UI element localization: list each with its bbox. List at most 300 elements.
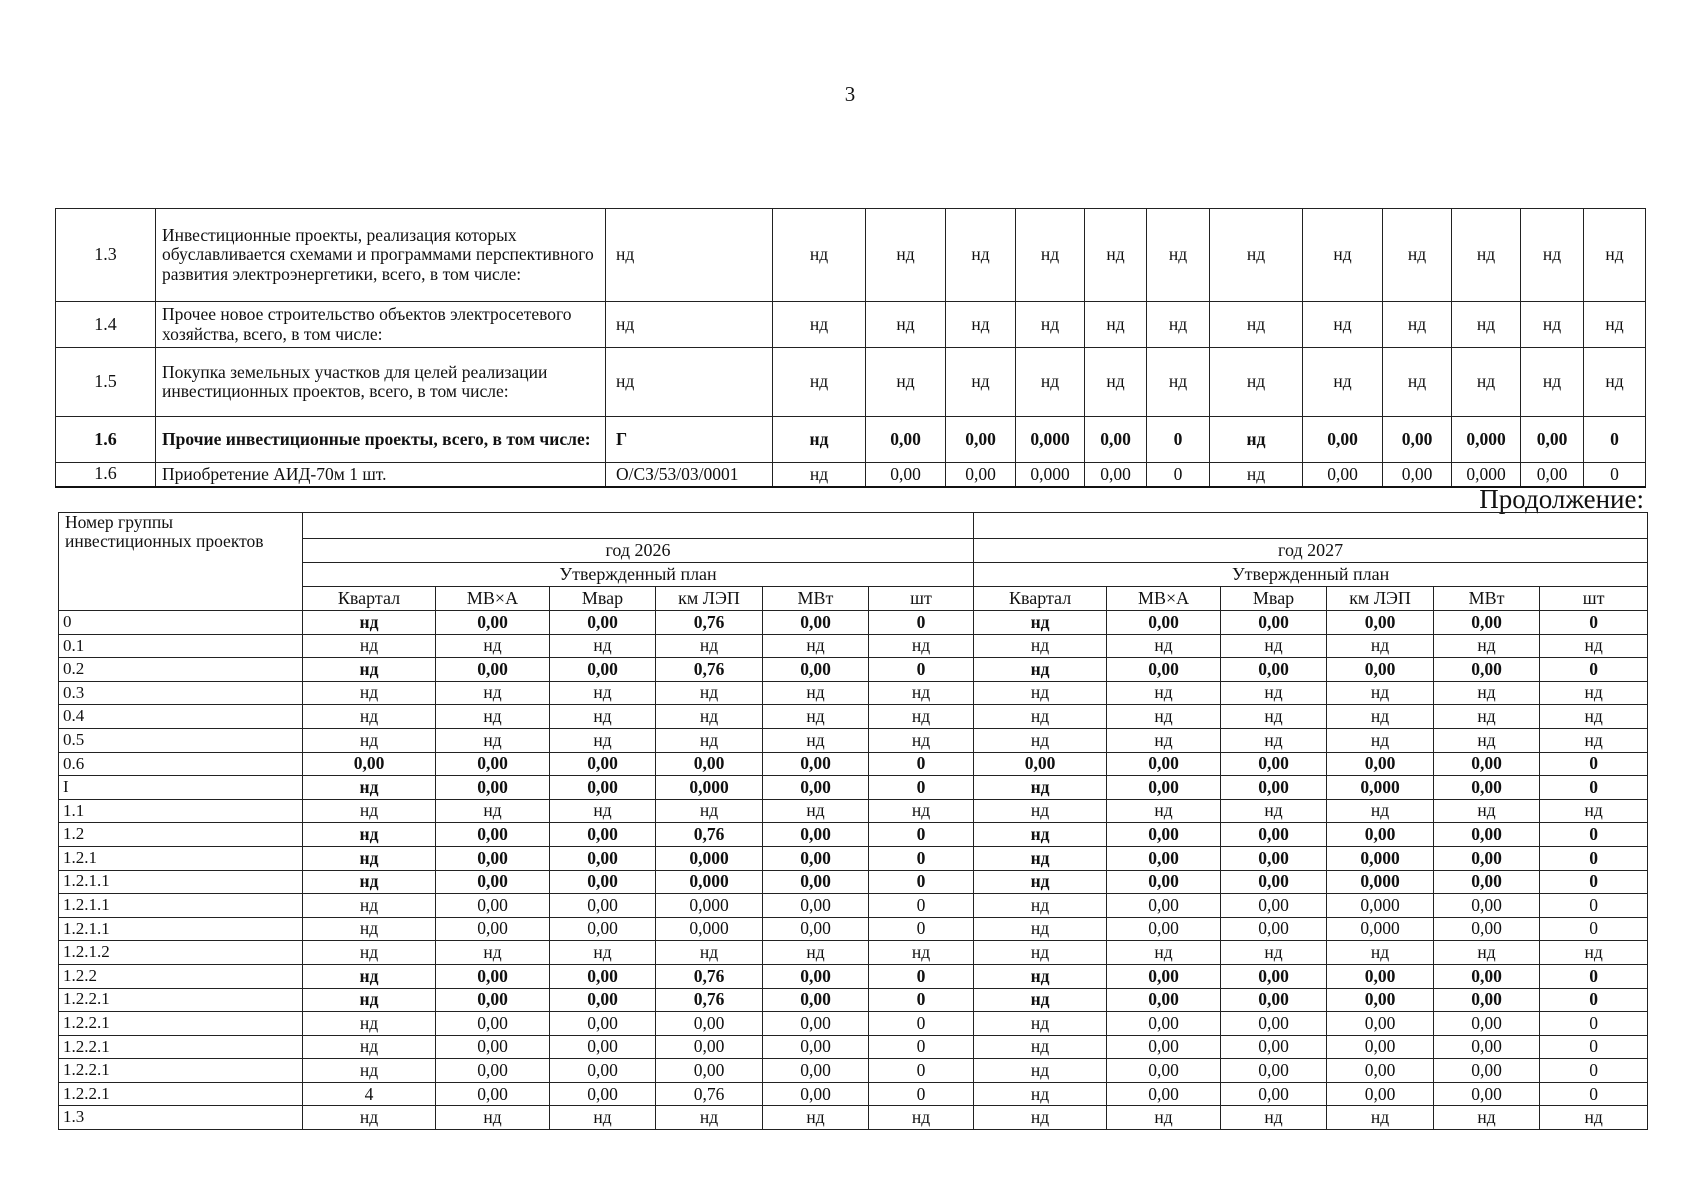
value-cell: нд bbox=[974, 823, 1107, 847]
value-cell: 0 bbox=[869, 1059, 974, 1083]
value-cell: 0,00 bbox=[763, 917, 869, 941]
value-cell: 0,00 bbox=[1303, 463, 1383, 487]
value-cell: 0,000 bbox=[1327, 870, 1434, 894]
value-cell: нд bbox=[773, 209, 866, 302]
value-cell: 0,00 bbox=[1434, 870, 1540, 894]
value-cell: 0,76 bbox=[656, 1082, 763, 1106]
group-number: 1.3 bbox=[59, 1106, 303, 1130]
value-cell: 0,00 bbox=[866, 463, 946, 487]
group-number: 1.2.1.1 bbox=[59, 894, 303, 918]
value-cell: нд bbox=[1327, 799, 1434, 823]
value-cell: 0,00 bbox=[550, 964, 656, 988]
value-cell: 0,00 bbox=[436, 870, 550, 894]
value-cell: нд bbox=[763, 799, 869, 823]
project-groups-body bbox=[59, 611, 1648, 1130]
value-cell: 0,00 bbox=[550, 1035, 656, 1059]
group-number: 1.2.1.1 bbox=[59, 917, 303, 941]
value-cell: нд bbox=[869, 728, 974, 752]
value-cell: нд bbox=[763, 634, 869, 658]
group-number: 0.6 bbox=[59, 752, 303, 776]
value-cell: 0,00 bbox=[763, 894, 869, 918]
value-cell: нд bbox=[1434, 728, 1540, 752]
value-cell: 0,00 bbox=[1327, 752, 1434, 776]
value-cell: нд bbox=[656, 681, 763, 705]
value-cell: 0,00 bbox=[763, 1082, 869, 1106]
value-cell: нд bbox=[303, 941, 436, 965]
value-cell: нд bbox=[763, 941, 869, 965]
value-cell: 0,00 bbox=[1434, 1035, 1540, 1059]
value-cell: 0,00 bbox=[550, 894, 656, 918]
value-cell: нд bbox=[1210, 463, 1303, 487]
value-cell: 0,00 bbox=[1221, 870, 1327, 894]
row-number: 1.6 bbox=[56, 463, 156, 487]
group-number: 1.2 bbox=[59, 823, 303, 847]
value-cell: 0 bbox=[1584, 463, 1646, 487]
value-cell: 0 bbox=[1540, 658, 1648, 682]
value-cell: 0,000 bbox=[1016, 463, 1085, 487]
value-cell: нд bbox=[436, 681, 550, 705]
value-cell: нд bbox=[1016, 302, 1085, 348]
project-row bbox=[56, 417, 1646, 463]
value-cell: 0,00 bbox=[1327, 1082, 1434, 1106]
group-row bbox=[59, 1059, 1648, 1083]
column-header-pcs: шт bbox=[1540, 587, 1648, 611]
value-cell: 0,00 bbox=[866, 417, 946, 463]
value-cell: 0 bbox=[1147, 463, 1210, 487]
value-cell: 0,00 bbox=[1221, 611, 1327, 635]
value-cell: 0,00 bbox=[303, 752, 436, 776]
value-cell: 0,00 bbox=[550, 1059, 656, 1083]
value-cell: нд bbox=[1107, 634, 1221, 658]
value-cell: нд bbox=[1434, 681, 1540, 705]
continuation-label: Продолжение: bbox=[1479, 484, 1644, 514]
year-2026-header: год 2026 bbox=[303, 539, 974, 563]
value-cell: 0 bbox=[869, 823, 974, 847]
value-cell: нд bbox=[303, 894, 436, 918]
group-number: 1.1 bbox=[59, 799, 303, 823]
group-row bbox=[59, 634, 1648, 658]
value-cell: нд bbox=[550, 1106, 656, 1130]
value-cell: 0,00 bbox=[1221, 988, 1327, 1012]
value-cell: нд bbox=[869, 799, 974, 823]
value-cell: нд bbox=[1540, 799, 1648, 823]
column-header-quarter: Квартал bbox=[974, 587, 1107, 611]
value-cell: 0,00 bbox=[1434, 611, 1540, 635]
value-cell: нд bbox=[1327, 681, 1434, 705]
value-cell: нд bbox=[1521, 302, 1584, 348]
value-cell: 0,00 bbox=[1434, 658, 1540, 682]
value-cell: нд bbox=[303, 917, 436, 941]
value-cell: нд bbox=[436, 728, 550, 752]
column-header-mva: МВ×А bbox=[436, 587, 550, 611]
value-cell: нд bbox=[1107, 705, 1221, 729]
value-cell: нд bbox=[974, 964, 1107, 988]
group-number: 1.2.1 bbox=[59, 846, 303, 870]
value-cell: нд bbox=[436, 799, 550, 823]
value-cell: нд bbox=[1221, 634, 1327, 658]
value-cell: нд bbox=[1434, 1106, 1540, 1130]
value-cell: нд bbox=[1327, 634, 1434, 658]
value-cell: нд bbox=[550, 799, 656, 823]
value-cell: 0 bbox=[1540, 611, 1648, 635]
group-row bbox=[59, 870, 1648, 894]
value-cell: 0,00 bbox=[946, 463, 1016, 487]
project-name: Покупка земельных участков для целей реализации инвестиционных проектов, всего, в том числе: bbox=[156, 348, 606, 417]
value-cell: 0,76 bbox=[656, 658, 763, 682]
value-cell: 0,00 bbox=[1107, 894, 1221, 918]
value-cell: нд bbox=[1221, 1106, 1327, 1130]
value-cell: нд bbox=[1434, 634, 1540, 658]
value-cell: 0 bbox=[1540, 752, 1648, 776]
value-cell: 0 bbox=[869, 988, 974, 1012]
group-number: 1.2.1.2 bbox=[59, 941, 303, 965]
value-cell: 0,00 bbox=[763, 658, 869, 682]
column-header-mw: МВт bbox=[1434, 587, 1540, 611]
value-cell: нд bbox=[974, 705, 1107, 729]
value-cell: 0,00 bbox=[550, 658, 656, 682]
value-cell: 0,00 bbox=[550, 776, 656, 800]
value-cell: 0,00 bbox=[1221, 1059, 1327, 1083]
value-cell: нд bbox=[656, 728, 763, 752]
value-cell: нд bbox=[1383, 209, 1452, 302]
value-cell: нд bbox=[1584, 209, 1646, 302]
value-cell: 0,00 bbox=[656, 1059, 763, 1083]
value-cell: нд bbox=[974, 1012, 1107, 1036]
value-cell: 0,00 bbox=[1434, 823, 1540, 847]
value-cell: 0,00 bbox=[946, 417, 1016, 463]
group-number: 0.1 bbox=[59, 634, 303, 658]
value-cell: 0 bbox=[869, 1012, 974, 1036]
value-cell: нд bbox=[773, 463, 866, 487]
value-cell: нд bbox=[974, 799, 1107, 823]
value-cell: нд bbox=[303, 728, 436, 752]
value-cell: 0 bbox=[869, 917, 974, 941]
value-cell: 0,00 bbox=[1221, 1012, 1327, 1036]
value-cell: нд bbox=[1383, 302, 1452, 348]
value-cell: нд bbox=[869, 705, 974, 729]
value-cell: 0,00 bbox=[1221, 658, 1327, 682]
value-cell: 0,76 bbox=[656, 823, 763, 847]
value-cell: нд bbox=[550, 634, 656, 658]
group-row bbox=[59, 681, 1648, 705]
group-number: 1.2.2.1 bbox=[59, 1035, 303, 1059]
value-cell: нд bbox=[1521, 348, 1584, 417]
value-cell: нд bbox=[974, 1035, 1107, 1059]
value-cell: 0,00 bbox=[1107, 988, 1221, 1012]
value-cell: нд bbox=[303, 776, 436, 800]
value-cell: 0,000 bbox=[1327, 776, 1434, 800]
value-cell: нд bbox=[1221, 705, 1327, 729]
value-cell: нд bbox=[946, 209, 1016, 302]
value-cell: 0,00 bbox=[436, 894, 550, 918]
value-cell: 0,00 bbox=[550, 1082, 656, 1106]
project-code: О/СЗ/53/03/0001 bbox=[606, 463, 773, 487]
value-cell: 0,00 bbox=[1434, 894, 1540, 918]
value-cell: 0,00 bbox=[1327, 658, 1434, 682]
value-cell: нд bbox=[974, 1082, 1107, 1106]
value-cell: нд bbox=[763, 681, 869, 705]
value-cell: нд bbox=[550, 705, 656, 729]
value-cell: 0,00 bbox=[436, 1059, 550, 1083]
value-cell: нд bbox=[303, 705, 436, 729]
value-cell: нд bbox=[656, 1106, 763, 1130]
value-cell: 0,00 bbox=[656, 1012, 763, 1036]
value-cell: нд bbox=[974, 728, 1107, 752]
value-cell: нд bbox=[303, 823, 436, 847]
group-number: 0.5 bbox=[59, 728, 303, 752]
value-cell: нд bbox=[773, 302, 866, 348]
value-cell: 0,00 bbox=[1107, 964, 1221, 988]
value-cell: нд bbox=[1210, 348, 1303, 417]
value-cell: 0 bbox=[869, 776, 974, 800]
row-number: 1.5 bbox=[56, 348, 156, 417]
value-cell: нд bbox=[436, 1106, 550, 1130]
value-cell: 0 bbox=[1540, 1012, 1648, 1036]
group-number: 0.4 bbox=[59, 705, 303, 729]
value-cell: 0,00 bbox=[763, 823, 869, 847]
group-row bbox=[59, 1106, 1648, 1130]
value-cell: 0,00 bbox=[436, 988, 550, 1012]
value-cell: 0,000 bbox=[656, 870, 763, 894]
value-cell: нд bbox=[869, 681, 974, 705]
value-cell: 0,00 bbox=[1085, 417, 1147, 463]
value-cell: 0 bbox=[1584, 417, 1646, 463]
value-cell: 0,00 bbox=[1383, 417, 1452, 463]
value-cell: 0,00 bbox=[1521, 417, 1584, 463]
value-cell: 0 bbox=[1540, 917, 1648, 941]
project-name: Прочие инвестиционные проекты, всего, в том числе: bbox=[156, 417, 606, 463]
value-cell: 0 bbox=[869, 611, 974, 635]
project-row bbox=[56, 463, 1646, 487]
value-cell: 0,00 bbox=[1107, 846, 1221, 870]
year-2027-header: год 2027 bbox=[974, 539, 1648, 563]
value-cell: нд bbox=[550, 681, 656, 705]
value-cell: нд bbox=[1540, 1106, 1648, 1130]
value-cell: 0,00 bbox=[763, 752, 869, 776]
value-cell: нд bbox=[1210, 417, 1303, 463]
page-number: 3 bbox=[844, 82, 856, 106]
project-name: Приобретение АИД-70м 1 шт. bbox=[156, 463, 606, 487]
value-cell: нд bbox=[436, 705, 550, 729]
value-cell: 0,00 bbox=[1434, 1082, 1540, 1106]
value-cell: 0,00 bbox=[1327, 1012, 1434, 1036]
value-cell: нд bbox=[869, 941, 974, 965]
value-cell: 0,00 bbox=[974, 752, 1107, 776]
value-cell: 0 bbox=[1540, 894, 1648, 918]
value-cell: 0,00 bbox=[1107, 1012, 1221, 1036]
value-cell: 0 bbox=[1540, 1059, 1648, 1083]
value-cell: нд bbox=[303, 799, 436, 823]
value-cell: нд bbox=[1540, 941, 1648, 965]
project-code: Г bbox=[606, 417, 773, 463]
group-row bbox=[59, 752, 1648, 776]
value-cell: 0,00 bbox=[550, 1012, 656, 1036]
value-cell: нд bbox=[974, 846, 1107, 870]
column-header-mw: МВт bbox=[763, 587, 869, 611]
value-cell: нд bbox=[866, 209, 946, 302]
value-cell: 0,00 bbox=[1107, 752, 1221, 776]
value-cell: 0 bbox=[869, 658, 974, 682]
value-cell: нд bbox=[869, 1106, 974, 1130]
value-cell: 0,00 bbox=[1221, 1035, 1327, 1059]
value-cell: нд bbox=[1147, 209, 1210, 302]
value-cell: нд bbox=[436, 941, 550, 965]
project-row bbox=[56, 209, 1646, 302]
project-name: Инвестиционные проекты, реализация которых обуславливается схемами и программами перспективного развития электроэнергетики, всего, в том числе: bbox=[156, 209, 606, 302]
value-cell: нд bbox=[1085, 302, 1147, 348]
group-row bbox=[59, 941, 1648, 965]
value-cell: нд bbox=[1540, 705, 1648, 729]
value-cell: нд bbox=[974, 1059, 1107, 1083]
column-header-km-lep: км ЛЭП bbox=[1327, 587, 1434, 611]
value-cell: 0,00 bbox=[1221, 752, 1327, 776]
value-cell: нд bbox=[1107, 941, 1221, 965]
project-row bbox=[56, 348, 1646, 417]
value-cell: 0 bbox=[1540, 1035, 1648, 1059]
value-cell: 0,00 bbox=[1303, 417, 1383, 463]
group-number: 1.2.2.1 bbox=[59, 988, 303, 1012]
value-cell: нд bbox=[1584, 302, 1646, 348]
value-cell: 0,00 bbox=[436, 776, 550, 800]
project-groups-table bbox=[58, 512, 1648, 1130]
group-number: 0.2 bbox=[59, 658, 303, 682]
value-cell: нд bbox=[1016, 209, 1085, 302]
value-cell: нд bbox=[1452, 209, 1521, 302]
value-cell: 0,00 bbox=[656, 1035, 763, 1059]
value-cell: 0 bbox=[1540, 846, 1648, 870]
value-cell: 0 bbox=[869, 964, 974, 988]
value-cell: 0,00 bbox=[1434, 776, 1540, 800]
group-number: 1.2.2.1 bbox=[59, 1082, 303, 1106]
value-cell: 0,000 bbox=[656, 776, 763, 800]
approved-plan-2026-header: Утвержденный план bbox=[303, 563, 974, 587]
value-cell: 0 bbox=[1540, 1082, 1648, 1106]
row-number: 1.6 bbox=[56, 417, 156, 463]
value-cell: нд bbox=[1452, 348, 1521, 417]
value-cell: нд bbox=[303, 1012, 436, 1036]
value-cell: 0,000 bbox=[656, 846, 763, 870]
value-cell: 0,000 bbox=[656, 917, 763, 941]
value-cell: нд bbox=[1107, 681, 1221, 705]
value-cell: 0,00 bbox=[1434, 1012, 1540, 1036]
value-cell: нд bbox=[1434, 705, 1540, 729]
value-cell: нд bbox=[773, 417, 866, 463]
value-cell: 0,00 bbox=[436, 1012, 550, 1036]
value-cell: 0 bbox=[1540, 988, 1648, 1012]
value-cell: нд bbox=[303, 1035, 436, 1059]
value-cell: 0,00 bbox=[763, 870, 869, 894]
project-name: Прочее новое строительство объектов электросетевого хозяйства, всего, в том числе: bbox=[156, 302, 606, 348]
value-cell: нд bbox=[974, 776, 1107, 800]
column-header-pcs: шт bbox=[869, 587, 974, 611]
value-cell: 0 bbox=[1147, 417, 1210, 463]
value-cell: 0,00 bbox=[550, 917, 656, 941]
group-row bbox=[59, 658, 1648, 682]
value-cell: нд bbox=[1327, 1106, 1434, 1130]
value-cell: 0,00 bbox=[1383, 463, 1452, 487]
value-cell: нд bbox=[303, 1106, 436, 1130]
row-number: 1.3 bbox=[56, 209, 156, 302]
value-cell: нд bbox=[1016, 348, 1085, 417]
value-cell: 0,00 bbox=[1221, 894, 1327, 918]
value-cell: нд bbox=[1540, 634, 1648, 658]
value-cell: 0,00 bbox=[436, 752, 550, 776]
value-cell: нд bbox=[436, 634, 550, 658]
value-cell: нд bbox=[1452, 302, 1521, 348]
value-cell: 0,00 bbox=[1521, 463, 1584, 487]
value-cell: 0 bbox=[869, 1035, 974, 1059]
value-cell: 0,00 bbox=[1327, 611, 1434, 635]
value-cell: нд bbox=[1540, 728, 1648, 752]
value-cell: 0,00 bbox=[1327, 1035, 1434, 1059]
value-cell: 0,00 bbox=[1327, 964, 1434, 988]
value-cell: 0,00 bbox=[1327, 1059, 1434, 1083]
value-cell: нд bbox=[974, 1106, 1107, 1130]
approved-plan-2027-header: Утвержденный план bbox=[974, 563, 1648, 587]
group-row bbox=[59, 611, 1648, 635]
value-cell: нд bbox=[1434, 799, 1540, 823]
value-cell: нд bbox=[303, 964, 436, 988]
value-cell: 0,00 bbox=[1107, 823, 1221, 847]
value-cell: 0,00 bbox=[1107, 658, 1221, 682]
value-cell: 0,00 bbox=[1434, 917, 1540, 941]
group-row bbox=[59, 776, 1648, 800]
value-cell: 0 bbox=[869, 870, 974, 894]
value-cell: нд bbox=[1540, 681, 1648, 705]
group-number: 0.3 bbox=[59, 681, 303, 705]
value-cell: нд bbox=[303, 658, 436, 682]
value-cell: 0,00 bbox=[436, 658, 550, 682]
value-cell: 0,000 bbox=[1016, 417, 1085, 463]
value-cell: 0,00 bbox=[1221, 846, 1327, 870]
value-cell: нд bbox=[1303, 348, 1383, 417]
value-cell: 0,00 bbox=[1221, 917, 1327, 941]
value-cell: 0,76 bbox=[656, 611, 763, 635]
value-cell: 0,000 bbox=[1452, 417, 1521, 463]
value-cell: нд bbox=[974, 894, 1107, 918]
group-number: 1.2.2.1 bbox=[59, 1059, 303, 1083]
value-cell: 0,00 bbox=[763, 1012, 869, 1036]
value-cell: нд bbox=[763, 728, 869, 752]
value-cell: нд bbox=[1107, 799, 1221, 823]
value-cell: 0 bbox=[1540, 964, 1648, 988]
column-header-km-lep: км ЛЭП bbox=[656, 587, 763, 611]
group-row bbox=[59, 1012, 1648, 1036]
value-cell: нд bbox=[869, 634, 974, 658]
value-cell: нд bbox=[946, 302, 1016, 348]
value-cell: нд bbox=[1303, 209, 1383, 302]
group-number-header: Номер группы инвестиционных проектов bbox=[59, 513, 303, 611]
project-row bbox=[56, 302, 1646, 348]
group-number: 1.2.1.1 bbox=[59, 870, 303, 894]
value-cell: 0 bbox=[869, 1082, 974, 1106]
value-cell: нд bbox=[303, 611, 436, 635]
value-cell: нд bbox=[1221, 728, 1327, 752]
value-cell: 0,00 bbox=[763, 1035, 869, 1059]
value-cell: нд bbox=[1327, 728, 1434, 752]
value-cell: 0,000 bbox=[1327, 917, 1434, 941]
value-cell: 0,00 bbox=[436, 1035, 550, 1059]
value-cell: нд bbox=[974, 611, 1107, 635]
value-cell: 0,00 bbox=[1434, 846, 1540, 870]
value-cell: 0,00 bbox=[550, 752, 656, 776]
value-cell: нд bbox=[1085, 209, 1147, 302]
value-cell: нд bbox=[303, 870, 436, 894]
column-header-mva: МВ×А bbox=[1107, 587, 1221, 611]
value-cell: 0,000 bbox=[1452, 463, 1521, 487]
value-cell: нд bbox=[656, 634, 763, 658]
value-cell: нд bbox=[1210, 209, 1303, 302]
